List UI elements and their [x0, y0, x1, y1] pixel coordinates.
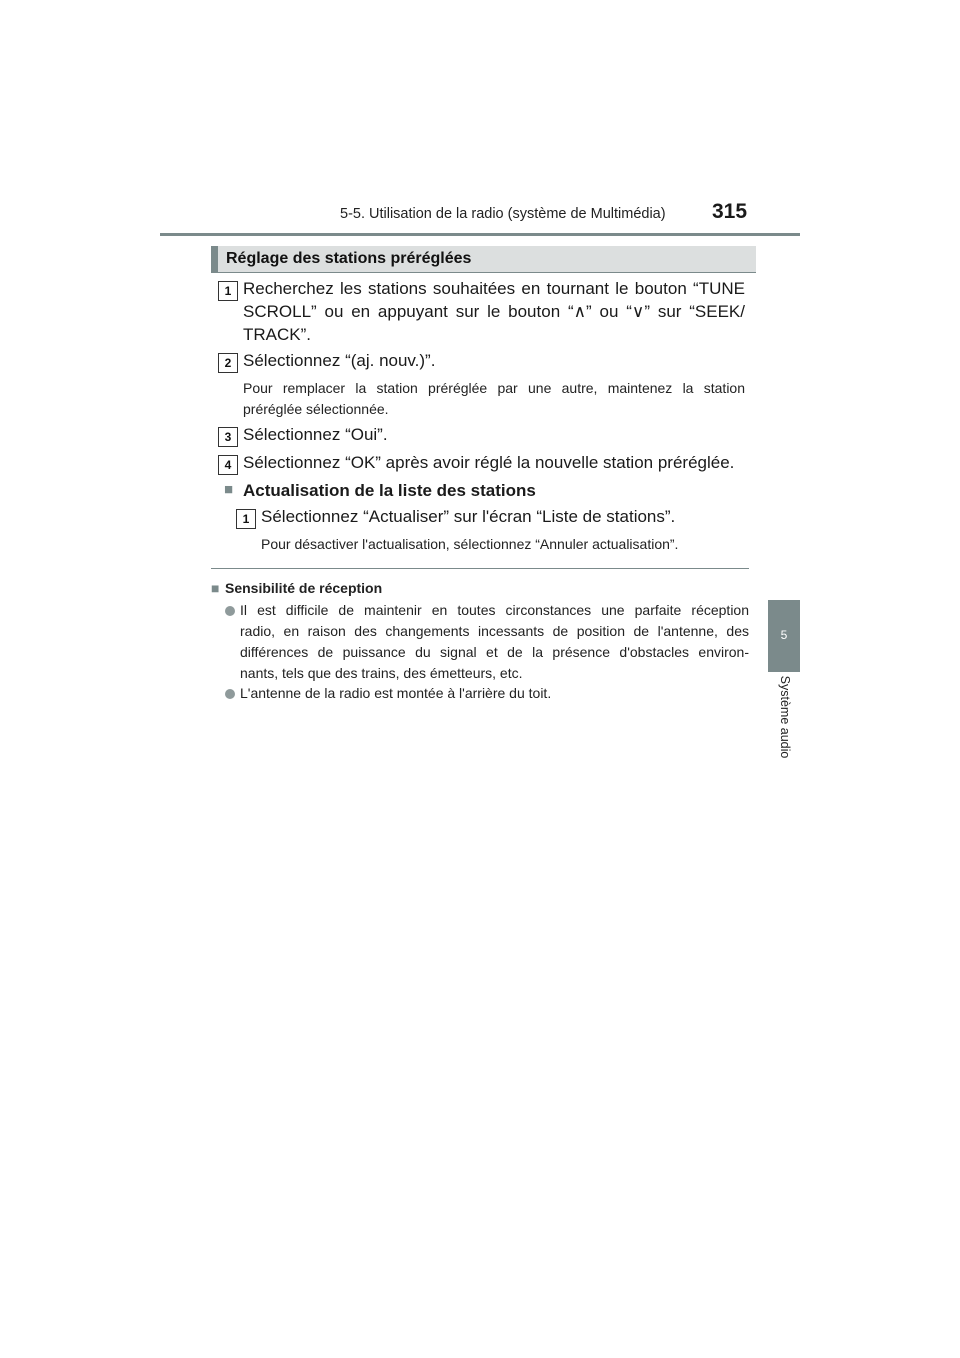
- section-heading-rule: [211, 272, 756, 273]
- step-text-line: SCROLL” ou en appuyant sur le bouton “∧” ou “∨” sur “SEEK/: [243, 302, 745, 321]
- subsection-marker: ■: [224, 481, 234, 498]
- step-note: Pour désactiver l'actualisation, sélectionnez “Annuler actualisation”.: [261, 536, 679, 552]
- step-text: Sélectionnez “Oui”.: [243, 425, 388, 444]
- step-number-box: 3: [218, 427, 238, 447]
- section-title: 5-5. Utilisation de la radio (système de Multimédia): [340, 206, 666, 222]
- step-number-box: 1: [236, 509, 256, 529]
- chapter-label: Système audio: [778, 675, 792, 759]
- note-line: radio, en raison des changements incessants de position de l'antenne, des: [240, 623, 749, 639]
- step-number-box: 2: [218, 353, 238, 373]
- section-heading-box: [211, 246, 756, 272]
- note-line: différences de puissance du signal et de la présence d'obstacles environ-: [240, 644, 749, 660]
- subsection-title: Actualisation de la liste des stations: [243, 481, 536, 500]
- note-line: L'antenne de la radio est montée à l'arrière du toit.: [240, 685, 552, 701]
- page-number: 315: [712, 200, 748, 223]
- section-heading: Réglage des stations préréglées: [226, 250, 472, 267]
- note-line: nants, tels que des trains, des émetteurs, etc.: [240, 665, 523, 681]
- step-note-line: préréglée sélectionnée.: [243, 401, 389, 417]
- step-number-box: 4: [218, 455, 238, 475]
- step-text-line: TRACK”.: [243, 325, 311, 344]
- notes-rule: [211, 568, 749, 569]
- bullet-icon: [225, 689, 235, 699]
- notes-marker: ■: [211, 580, 220, 596]
- step-text-line: Recherchez les stations souhaitées en tournant le bouton “TUNE: [243, 279, 745, 298]
- step-note-line: Pour remplacer la station préréglée par une autre, maintenez la station: [243, 380, 745, 396]
- header-rule: [160, 233, 800, 236]
- step-text: Sélectionnez “(aj. nouv.)”.: [243, 351, 436, 370]
- step-number-box: 1: [218, 281, 238, 301]
- note-line: Il est difficile de maintenir en toutes circonstances une parfaite réception: [240, 602, 749, 618]
- step-text: Sélectionnez “Actualiser” sur l'écran “Liste de stations”.: [261, 507, 676, 526]
- chapter-number: 5: [780, 628, 788, 642]
- bullet-icon: [225, 606, 235, 616]
- step-text: Sélectionnez “OK” après avoir réglé la nouvelle station préréglée.: [243, 453, 735, 472]
- notes-title: Sensibilité de réception: [225, 580, 383, 596]
